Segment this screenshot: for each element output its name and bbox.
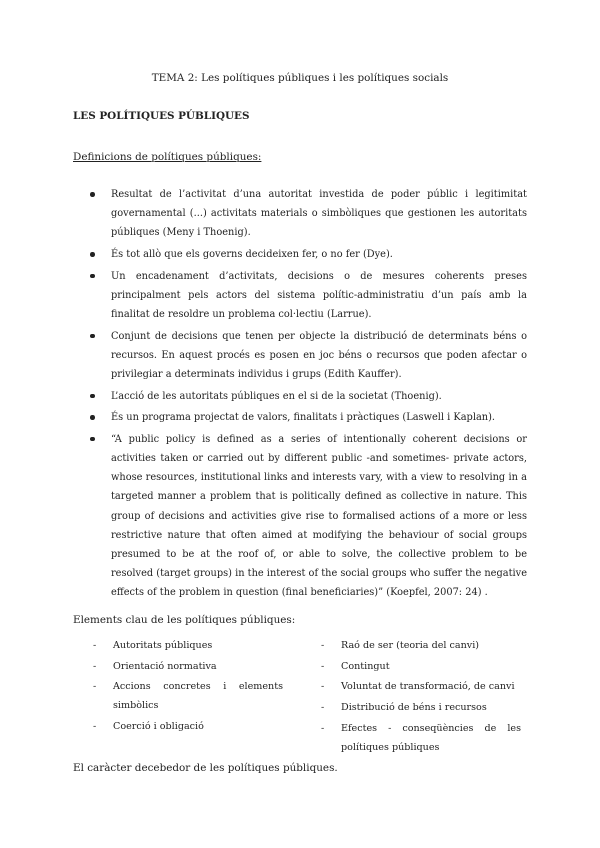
bullet-icon <box>90 394 95 399</box>
elements-list-right <box>321 637 521 759</box>
element-text: Contingut <box>341 660 390 672</box>
bullet-icon <box>90 415 95 420</box>
document-title: TEMA 2: Les polítiques públiques i les polítiques socials <box>151 72 449 84</box>
element-text: Distribució de béns i recursos <box>341 702 487 714</box>
element-text: Accions concretes i elements simbòlics <box>113 681 283 712</box>
element-item <box>321 720 521 757</box>
section-heading: LES POLÍTIQUES PÚBLIQUES <box>73 110 250 122</box>
dash-marker: - <box>93 660 97 672</box>
definitions-heading: Definicions de polítiques públiques: <box>73 151 262 163</box>
dash-marker: - <box>93 681 97 693</box>
element-item <box>321 678 521 697</box>
element-text: Coerció i obligació <box>113 720 204 732</box>
element-text: Autoritats públiques <box>113 640 213 651</box>
bullet-icon <box>90 334 95 339</box>
definition-item <box>90 430 527 603</box>
element-item <box>93 658 283 677</box>
definition-item <box>90 387 527 406</box>
definitions-list <box>90 185 527 605</box>
bullet-icon <box>90 192 95 197</box>
definition-item <box>90 245 527 264</box>
element-item <box>321 658 521 677</box>
definition-text: Un encadenament d’activitats, decisions o de mesures coherents preses principalment pels actors del sistema polític-administratiu d’un país amb la finalitat de resoldre un problema col·lectiu (Larrue). <box>111 270 527 320</box>
definition-text: Resultat de l’activitat d’una autoritat investida de poder públic i legitimitat governamental (...) activitats materials o simbòliques que gestionen les autoritats públiques (Meny i Thoenig). <box>111 189 527 239</box>
dash-marker: - <box>321 722 325 734</box>
element-text: Orientació normativa <box>113 660 217 672</box>
dash-marker: - <box>321 702 325 714</box>
definition-text: L’acció de les autoritats públiques en el si de la societat (Thoenig). <box>111 390 442 402</box>
dash-marker: - <box>321 660 325 672</box>
definition-item <box>90 267 527 325</box>
element-item <box>321 637 521 656</box>
element-text: Raó de ser (teoria del canvi) <box>341 640 480 651</box>
element-item <box>93 637 283 656</box>
definition-item <box>90 185 527 243</box>
elements-list-left <box>93 637 283 739</box>
bullet-icon <box>90 274 95 279</box>
dash-marker: - <box>93 720 97 732</box>
element-text: Voluntat de transformació, de canvi <box>341 681 515 693</box>
bullet-icon <box>90 437 95 442</box>
definition-text: Conjunt de decisions que tenen per objecte la distribució de determinats béns o recursos. En aquest procés es posen en joc béns o recursos que poden afectar o privilegiar a determinats individus i grups (Edith Kauffer). <box>111 330 527 380</box>
dash-marker: - <box>93 640 97 651</box>
element-item <box>321 699 521 718</box>
definition-text: És tot allò que els governs decideixen fer, o no fer (Dye). <box>111 249 393 260</box>
dash-marker: - <box>321 640 325 651</box>
element-text: Efectes - conseqüències de les polítiques públiques <box>341 722 521 753</box>
bullet-icon <box>90 252 95 257</box>
elements-heading: Elements clau de les polítiques públiques: <box>73 614 296 626</box>
definition-text: “A public policy is defined as a series of intentionally coherent decisions or activities taken or carried out by different public -and sometimes- private actors, whose resources, institutional links and interests vary, with a view to resolving in a targeted manner a problem that is politically defined as collective in nature. This group of decisions and activities give rise to formalised actions of a more or less restrictive nature that often aimed at modifying the behaviour of social groups presumed to be at the roof of, or able to solve, the collective problem to be resolved (target groups) in the interest of the social groups who suffer the negative effects of the problem in question (final beneficiaries)” (Koepfel, 2007: 24) . <box>111 433 527 599</box>
definition-text: És un programa projectat de valors, finalitats i pràctiques (Laswell i Kaplan). <box>111 412 496 424</box>
element-item <box>93 678 283 715</box>
definition-item <box>90 327 527 385</box>
definition-item <box>90 408 527 427</box>
element-item <box>93 718 283 737</box>
dash-marker: - <box>321 681 325 693</box>
closing-text: El caràcter decebedor de les polítiques públiques. <box>73 762 338 774</box>
